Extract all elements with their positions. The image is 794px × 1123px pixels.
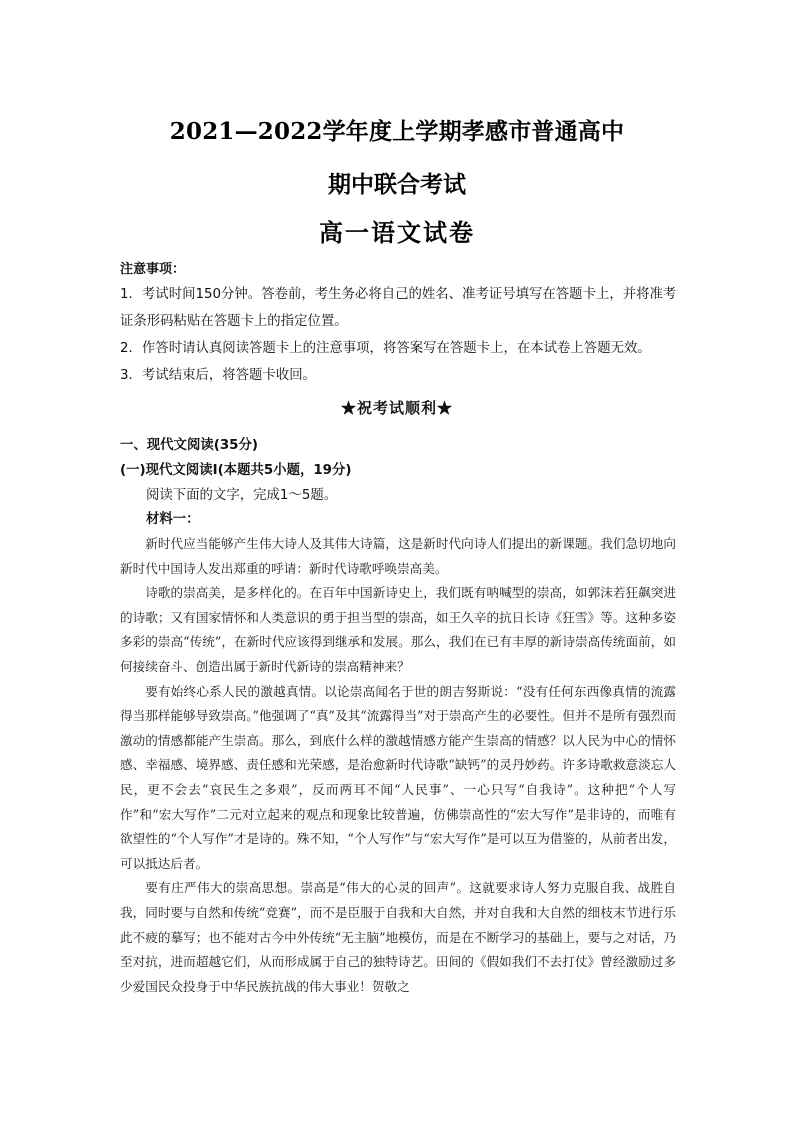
- material-label: 材料一：: [146, 512, 200, 527]
- paragraph-3: 要有始终心系人民的激越真情。以论崇高闻名于世的朗吉努斯说：“没有任何东西像真情的流露得当那样能够导致崇高。”他强调了“真”及其“流露得当”对于崇高产生的必要性。但并不是所有强烈而激动的情感都能产生崇高。那么，到底什么样的激越情感方能产生崇高的情感？以人民为中心的情怀感、幸福感、境界感、责任感和光荣感，是治愈新时代诗歌“缺钙”的灵丹妙药。许多诗歌救意淡忘人民，更不会去“哀民生之多艰”，反而两耳不闻“人民事”、一心只写“自我诗”。这种把“个人写作”和“宏大写作”二元对立起来的观点和现象比较普遍，仿佛崇高性的“宏大写作”是非诗的，而唯有欲望性的“个人写作”才是诗的。殊不知，“个人写作”与“宏大写作”是可以互为借鉴的，从前者出发，可以抵达后者。: [120, 683, 676, 871]
- section-heading: 一、现代文阅读(35分): [120, 438, 258, 453]
- notice-item-2: 2．作答时请认真阅读答题卡上的注意事项，将答案写在答题卡上，在本试卷上答题无效。: [120, 341, 651, 356]
- blessing-line: ★祝考试顺利★: [340, 399, 453, 417]
- reading-instruction: 阅读下面的文字，完成1～5题。: [146, 488, 338, 503]
- paragraph-4: 要有庄严伟大的崇高思想。崇高是“伟大的心灵的回声”。这就要求诗人努力克服自我、战胜自我，同时要与自然和传统“竞赛”，而不是臣服于自我和大自然，并对自我和大自然的细枝末节进行乐此不疲的摹写；也不能对古今中外传统“无主脑”地模仿，而是在不断学习的基础上，要与之对话，乃至对抗，进而超越它们，从而形成属于自己的独特诗艺。田间的《假如我们不去打仗》曾经激励过多少爱国民众投身于中华民族抗战的伟大事业！贺敬之: [120, 880, 676, 994]
- exam-title-line1: 2021—2022学年度上学期孝感市普通高中: [169, 118, 625, 145]
- exam-title-line3: 高一语文试卷: [319, 218, 475, 247]
- paragraph-1: 新时代应当能够产生伟大诗人及其伟大诗篇，这是新时代向诗人们提出的新课题。我们急切地向新时代中国诗人发出郑重的呼请：新时代诗歌呼唤崇高美。: [120, 536, 676, 576]
- exam-title-line2: 期中联合考试: [328, 171, 466, 198]
- notice-item-3: 3．考试结束后，将答题卡收回。: [120, 368, 316, 383]
- paragraph-2: 诗歌的崇高美，是多样化的。在百年中国新诗史上，我们既有呐喊型的崇高，如郭沫若狂飙突进的诗歌；又有国家情怀和人类意识的勇于担当型的崇高，如王久辛的抗日长诗《狂雪》等。这种多姿多彩的崇高“传统”，在新时代应该得到继承和发展。那么，我们在已有丰厚的新诗崇高传统面前，如何接续奋斗、创造出属于新时代新诗的崇高精神来？: [120, 585, 676, 674]
- subsection-heading: (一)现代文阅读Ⅰ(本题共5小题，19分): [120, 463, 352, 478]
- notice-heading: 注意事项：: [120, 262, 186, 277]
- notice-item-1: 1．考试时间150分钟。答卷前，考生务必将自己的姓名、准考证号填写在答题卡上，并将准考证条形码粘贴在答题卡上的指定位置。: [120, 287, 677, 329]
- passage-body: [120, 532, 676, 999]
